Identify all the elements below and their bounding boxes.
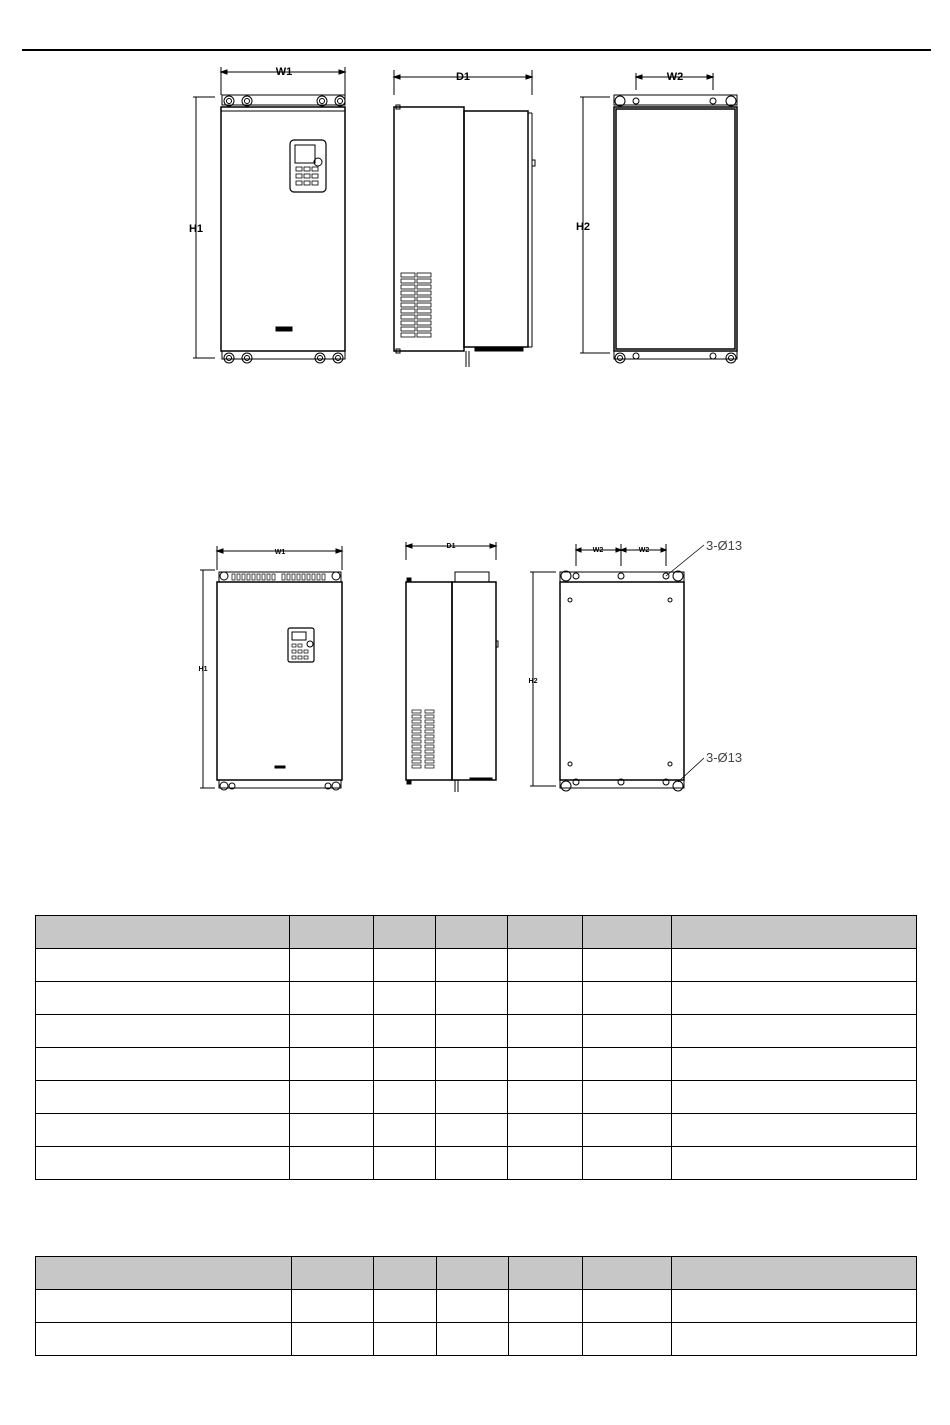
table-header-row <box>36 1257 917 1290</box>
table-cell <box>508 1147 583 1180</box>
table-cell <box>509 1323 583 1356</box>
table-cell <box>436 949 508 982</box>
table-cell <box>437 1323 509 1356</box>
table-cell <box>672 949 917 982</box>
w2-label: W2 <box>666 71 684 83</box>
table-header-cell <box>583 1257 672 1290</box>
w1-label-2: W1 <box>274 549 286 556</box>
table-cell <box>508 1048 583 1081</box>
table-cell <box>290 1114 374 1147</box>
front-view <box>193 67 345 363</box>
table-cell <box>290 1147 374 1180</box>
table-header-cell <box>290 916 374 949</box>
table-cell <box>290 982 374 1015</box>
table-cell <box>36 1015 290 1048</box>
table-cell <box>672 1147 917 1180</box>
h1-label-2: H1 <box>198 666 208 673</box>
dimension-drawing-frame-2 <box>0 530 950 810</box>
table-cell <box>374 1048 436 1081</box>
drawing-1-svg <box>0 55 950 385</box>
back-view-2 <box>530 544 704 791</box>
table-cell <box>374 1147 436 1180</box>
back-view <box>580 73 737 363</box>
table-cell <box>508 1114 583 1147</box>
w2-label-left: W2 <box>592 547 604 554</box>
front-view-2 <box>200 546 342 790</box>
table-cell <box>374 1015 436 1048</box>
hole-callout-top: 3-Ø13 <box>706 538 743 553</box>
table-cell <box>583 1290 672 1323</box>
table-cell <box>290 1081 374 1114</box>
w1-label: W1 <box>275 66 293 78</box>
table-row <box>36 1290 917 1323</box>
w2-label-right: W2 <box>638 547 650 554</box>
h1-label: H1 <box>188 223 204 235</box>
table-row <box>36 1048 917 1081</box>
table-cell <box>508 1015 583 1048</box>
table-cell <box>36 1114 290 1147</box>
table-cell <box>436 982 508 1015</box>
table-row <box>36 1114 917 1147</box>
table-cell <box>583 1048 672 1081</box>
table-cell <box>437 1290 509 1323</box>
table-cell <box>36 1147 290 1180</box>
table-header-cell <box>672 1257 917 1290</box>
table-header-cell <box>672 916 917 949</box>
table-cell <box>374 1323 437 1356</box>
table-cell <box>374 949 436 982</box>
d1-label-2: D1 <box>446 543 456 550</box>
table-cell <box>36 1323 292 1356</box>
table-header-cell <box>508 916 583 949</box>
table-cell <box>509 1290 583 1323</box>
table-cell <box>436 1114 508 1147</box>
table-row <box>36 1323 917 1356</box>
table-header-row <box>36 916 917 949</box>
table-header-cell <box>36 916 290 949</box>
table-header-cell <box>374 916 436 949</box>
table-cell <box>672 1323 917 1356</box>
table-cell <box>436 1147 508 1180</box>
table-header-cell <box>36 1257 292 1290</box>
header-rule <box>22 49 931 51</box>
table-header-cell <box>509 1257 583 1290</box>
dimension-drawing-frame-1 <box>0 55 950 385</box>
table-cell <box>374 982 436 1015</box>
side-view <box>394 70 535 367</box>
table-cell <box>290 1048 374 1081</box>
table-cell <box>583 949 672 982</box>
table-cell <box>583 1323 672 1356</box>
table-cell <box>508 949 583 982</box>
table-cell <box>672 1114 917 1147</box>
table-cell <box>436 1081 508 1114</box>
table-cell <box>36 1290 292 1323</box>
table-header-cell <box>437 1257 509 1290</box>
table-cell <box>436 1015 508 1048</box>
table-row <box>36 1147 917 1180</box>
table-row <box>36 1081 917 1114</box>
table-cell <box>374 1114 436 1147</box>
table-row <box>36 1015 917 1048</box>
side-view-2 <box>406 542 498 792</box>
table-cell <box>508 1081 583 1114</box>
table-cell <box>672 1048 917 1081</box>
h2-label-2: H2 <box>528 678 538 685</box>
table-header-cell <box>436 916 508 949</box>
table-row <box>36 982 917 1015</box>
table-cell <box>436 1048 508 1081</box>
dimension-table-2 <box>35 1256 917 1356</box>
hole-callout-bottom: 3-Ø13 <box>706 750 743 765</box>
table-cell <box>292 1323 374 1356</box>
d1-label: D1 <box>455 71 471 83</box>
table-cell <box>292 1290 374 1323</box>
table-cell <box>583 1015 672 1048</box>
h2-label: H2 <box>575 221 591 233</box>
table-cell <box>672 1290 917 1323</box>
table-cell <box>508 982 583 1015</box>
table-cell <box>290 1015 374 1048</box>
table-header-cell <box>374 1257 437 1290</box>
table-cell <box>374 1081 436 1114</box>
table-header-cell <box>583 916 672 949</box>
drawing-2-svg <box>0 530 950 810</box>
table-cell <box>672 982 917 1015</box>
table-cell <box>36 949 290 982</box>
table-cell <box>36 1048 290 1081</box>
table-cell <box>36 1081 290 1114</box>
table-header-cell <box>292 1257 374 1290</box>
table-cell <box>583 1147 672 1180</box>
table-cell <box>583 1081 672 1114</box>
table-cell <box>374 1290 437 1323</box>
table-cell <box>290 949 374 982</box>
table-cell <box>583 982 672 1015</box>
table-row <box>36 949 917 982</box>
table-cell <box>583 1114 672 1147</box>
table-cell <box>36 982 290 1015</box>
dimension-table-1 <box>35 915 917 1180</box>
table-cell <box>672 1015 917 1048</box>
table-cell <box>672 1081 917 1114</box>
